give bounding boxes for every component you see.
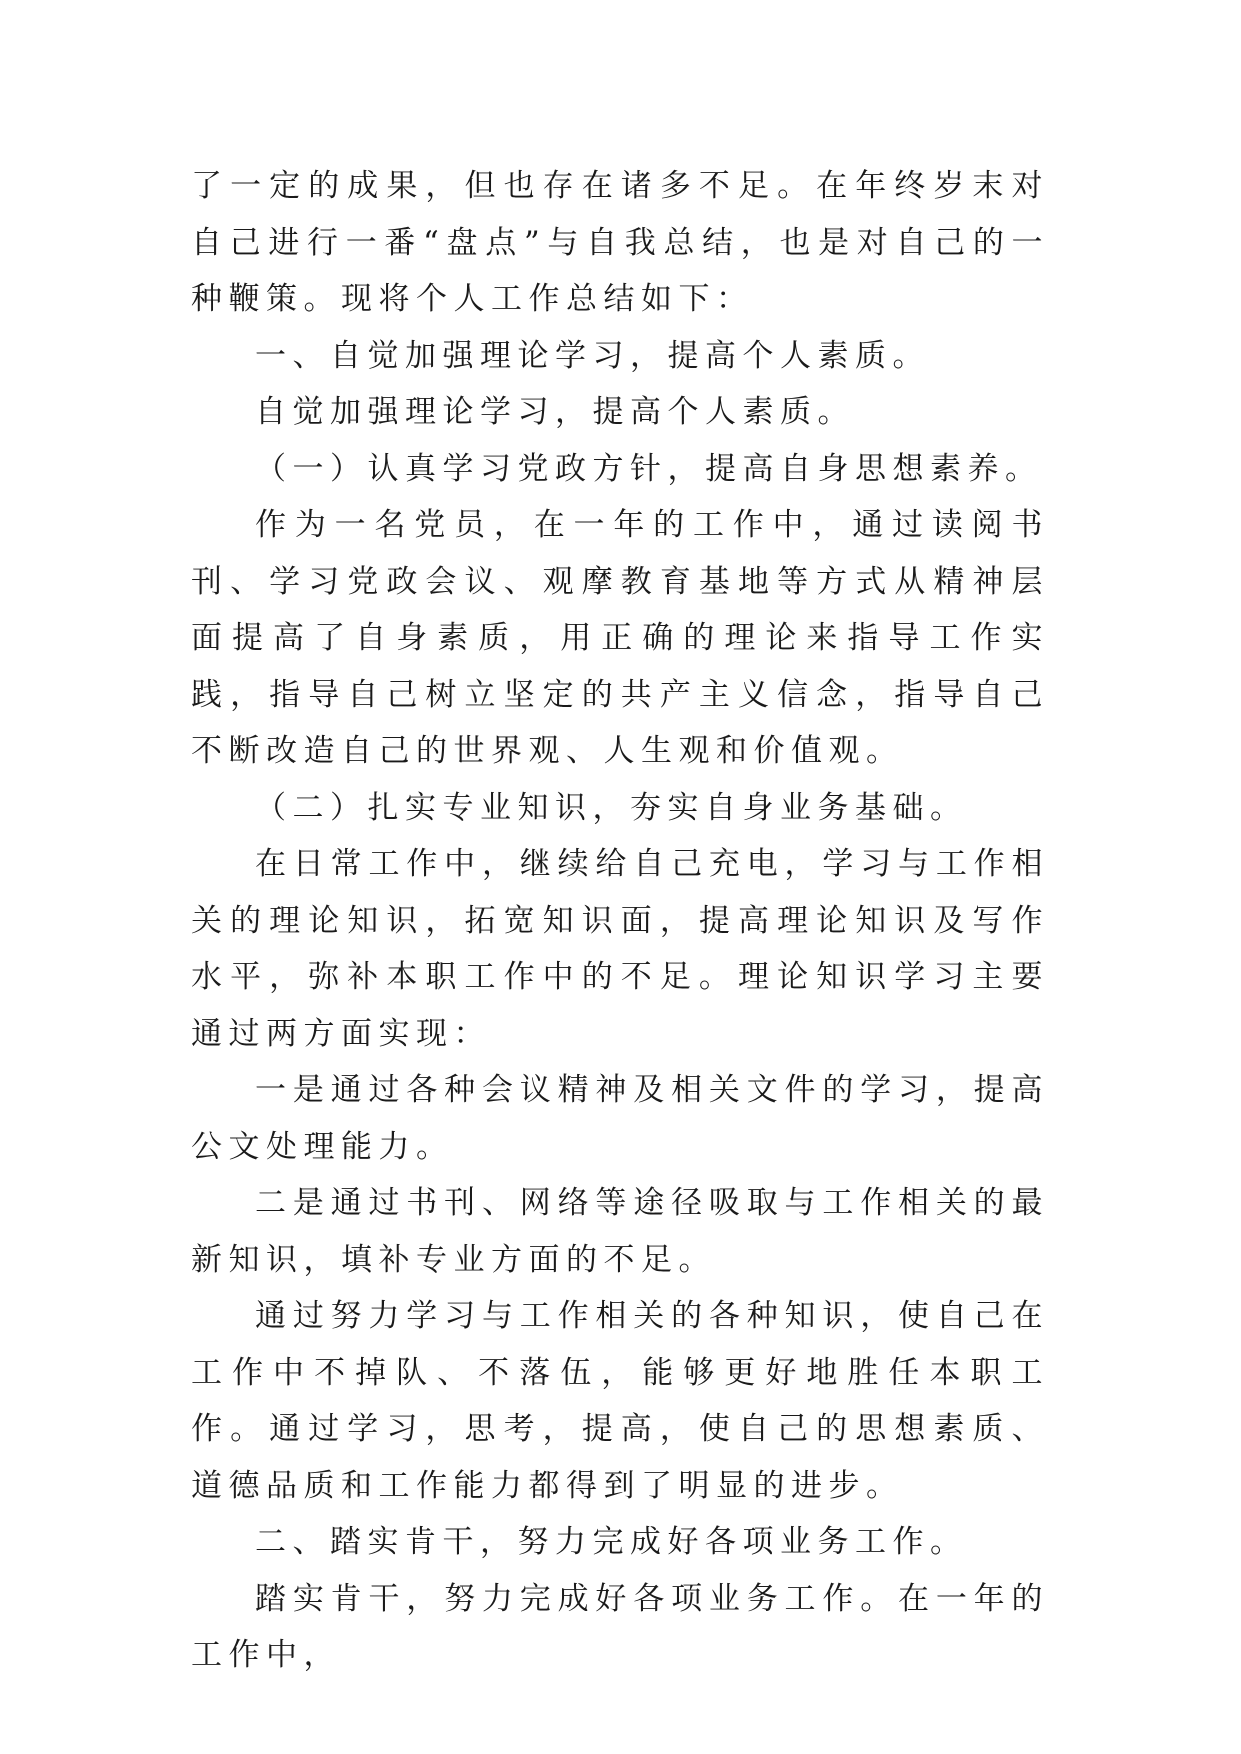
section-heading-2: 二、踏实肯干，努力完成好各项业务工作。 (255, 1524, 968, 1560)
section-heading-1: 一、自觉加强理论学习，提高个人素质。 (255, 337, 930, 374)
paragraph-section-1-summary: 自觉加强理论学习，提高个人素质。 (255, 394, 855, 430)
subsection-heading-1-1: （一）认真学习党政方针，提高自身思想素养。 (255, 450, 1043, 487)
subsection-heading-1-2: （二）扎实专业知识，夯实自身业务基础。 (255, 789, 968, 826)
paragraph-point-two: 二是通过书刊、网络等途径吸取与工作相关的最新知识，填补专业方面的不足。 (191, 1185, 1049, 1278)
paragraph-professional-study: 在日常工作中，继续给自己充电，学习与工作相关的理论知识，拓宽知识面，提高理论知识及写作水平，弥补本职工作中的不足。理论知识学习主要通过两方面实现： (191, 846, 1049, 1052)
paragraph-party-study: 作为一名党员，在一年的工作中，通过读阅书刊、学习党政会议、观摩教育基地等方式从精神层面提高了自身素质，用正确的理论来指导工作实践，指导自己树立坚定的共产主义信念，指导自己不断改造自己的世界观、人生观和价值观。 (191, 507, 1049, 769)
paragraph-section-2-start: 踏实肯干，努力完成好各项业务工作。在一年的工作中， (191, 1580, 1049, 1673)
paragraph-point-one: 一是通过各种会议精神及相关文件的学习，提高公文处理能力。 (191, 1072, 1049, 1165)
paragraph-intro-continuation: 了一定的成果，但也存在诸多不足。在年终岁末对自己进行一番“盘点”与自我总结，也是对自己的一种鞭策。现将个人工作总结如下： (191, 168, 1049, 317)
paragraph-study-result: 通过努力学习与工作相关的各种知识，使自己在工作中不掉队、不落伍，能够更好地胜任本职工作。通过学习，思考，提高，使自己的思想素质、道德品质和工作能力都得到了明显的进步。 (191, 1298, 1049, 1504)
document-body (191, 158, 1049, 1684)
